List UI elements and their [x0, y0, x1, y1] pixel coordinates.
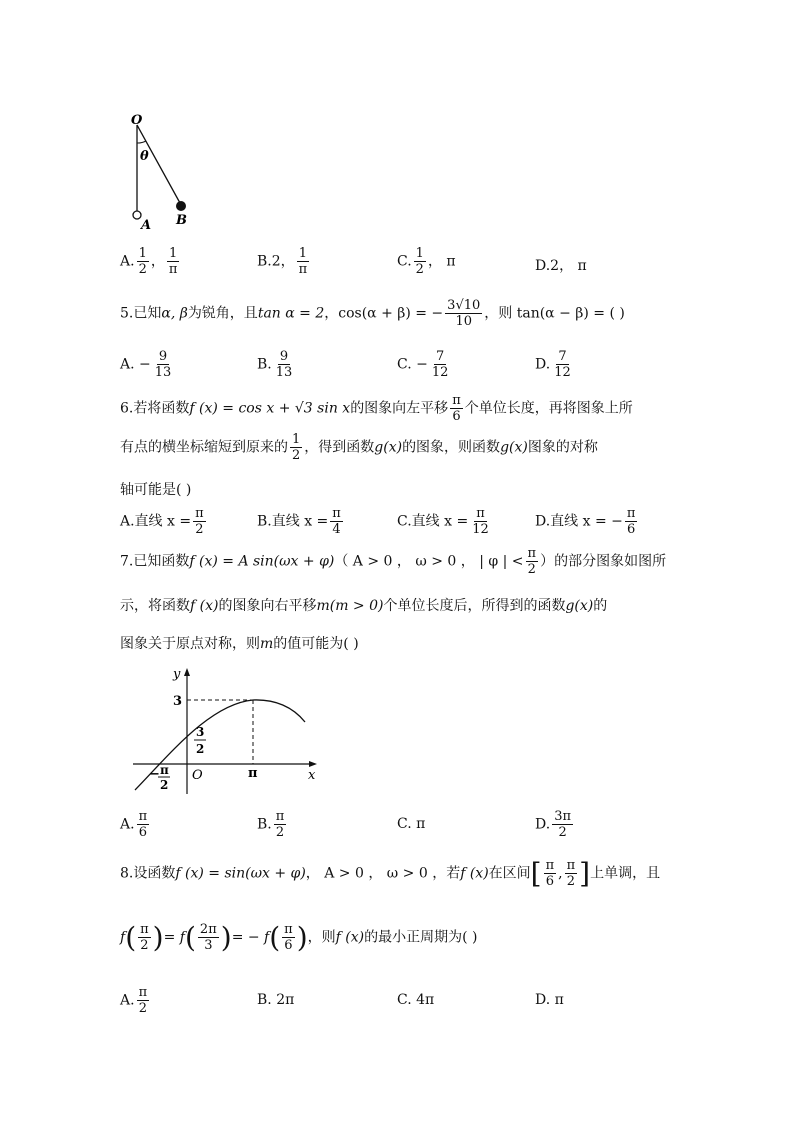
y-axis-arrow: [184, 668, 190, 676]
label-pi: π: [248, 766, 258, 781]
label-o: O: [131, 113, 143, 128]
q6-line2: 有点的横坐标缩短到原来的 $\frac{1}{2}$ ，得到函数g(x)的图象，则函数g(x)图象的对称: [120, 432, 598, 463]
q5-option-c[interactable]: C. − $\frac{7}{12}$: [397, 349, 449, 380]
label-origin: O: [192, 768, 203, 783]
q6-option-d[interactable]: D.直线 x = − $\frac{\pi}{6}$: [535, 506, 636, 537]
q8-option-a[interactable]: A. $\frac{\pi}{2}$: [120, 985, 148, 1016]
q7-line2: 示，将函数f (x)的图象向右平移m(m > 0)个单位长度后，所得到的函数g(x)的: [120, 598, 608, 614]
q8-line1: 8.设函数f (x) = sin(ωx + φ)， A > 0 ， ω > 0 ，若f (x)在区间[ $\frac{\pi}{6}$ , $\frac{\pi}{2}$ ]上单调，且: [120, 857, 661, 890]
q4-option-b[interactable]: B.2， $\frac{1}{\pi}$: [257, 246, 308, 277]
q6-line3: 轴可能是( ): [120, 482, 192, 498]
label-neg: −: [149, 767, 160, 782]
ball-a: [133, 211, 141, 219]
q8-option-b[interactable]: B. 2π: [257, 992, 295, 1008]
label-theta: θ: [140, 149, 149, 164]
q7-option-b[interactable]: B. $\frac{\pi}{2}$: [257, 809, 285, 840]
q8-option-d[interactable]: D. π: [535, 992, 564, 1008]
label-npi-den: 2: [160, 778, 169, 792]
q8-line2: f( $\frac{\pi}{2}$ )= f( $\frac{2\pi}{3}$ )= − f( $\frac{\pi}{6}$ )，则f (x)的最小正周期为( ): [120, 921, 478, 954]
ball-b: [176, 201, 186, 211]
q7-option-d[interactable]: D. $\frac{3\pi}{2}$: [535, 809, 572, 840]
label-half-den: 2: [196, 742, 205, 756]
pendulum-figure: [120, 110, 210, 230]
label-three: 3: [173, 694, 183, 709]
q8-option-c[interactable]: C. 4π: [397, 992, 435, 1008]
q6-option-c[interactable]: C.直线 x = $\frac{\pi}{12}$: [397, 506, 489, 537]
q5-option-b[interactable]: B. $\frac{9}{13}$: [257, 349, 293, 380]
q7-option-c[interactable]: C. π: [397, 816, 426, 832]
x-axis-arrow: [309, 761, 317, 767]
q6-option-b[interactable]: B.直线 x = $\frac{\pi}{4}$: [257, 506, 341, 537]
q5-option-d[interactable]: D. $\frac{7}{12}$: [535, 349, 571, 380]
q5-option-a[interactable]: A. − $\frac{9}{13}$: [120, 349, 172, 380]
q4-option-d[interactable]: D.2， π: [535, 258, 587, 274]
label-b: B: [176, 213, 187, 228]
sine-graph: [125, 662, 325, 794]
q6-line1: 6.若将函数f (x) = cos x + √3 sin x的图象向左平移 $\frac{\pi}{6}$ 个单位长度，再将图象上所: [120, 393, 633, 424]
theta-arc: [137, 141, 146, 143]
q4-option-c[interactable]: C. $\frac{1}{2}$ ， π: [397, 246, 456, 277]
label-half-num: 3: [196, 725, 205, 739]
q7-line1: 7.已知函数f (x) = A sin(ωx + φ)（ A > 0 ， ω > 0 ， | φ | < $\frac{\pi}{2}$ ）的部分图象如图所: [120, 546, 667, 577]
q7-line3: 图象关于原点对称，则m的值可能为( ): [120, 636, 359, 652]
y-label: y: [173, 667, 181, 682]
x-label: x: [308, 768, 316, 783]
string-ob: [137, 125, 180, 203]
label-a: A: [141, 218, 152, 230]
label-npi-num: π: [160, 763, 169, 777]
q5-stem: 5.已知α, β为锐角，且tan α = 2，cos(α + β) = − $\frac{3√10}{10}$ ，则 tan(α − β) = ( ): [120, 298, 625, 329]
q7-option-a[interactable]: A. $\frac{\pi}{6}$: [120, 809, 148, 840]
q4-option-a[interactable]: A. $\frac{1}{2}$ ， $\frac{1}{\pi}$: [120, 246, 178, 277]
q6-option-a[interactable]: A.直线 x = $\frac{\pi}{2}$: [120, 506, 204, 537]
